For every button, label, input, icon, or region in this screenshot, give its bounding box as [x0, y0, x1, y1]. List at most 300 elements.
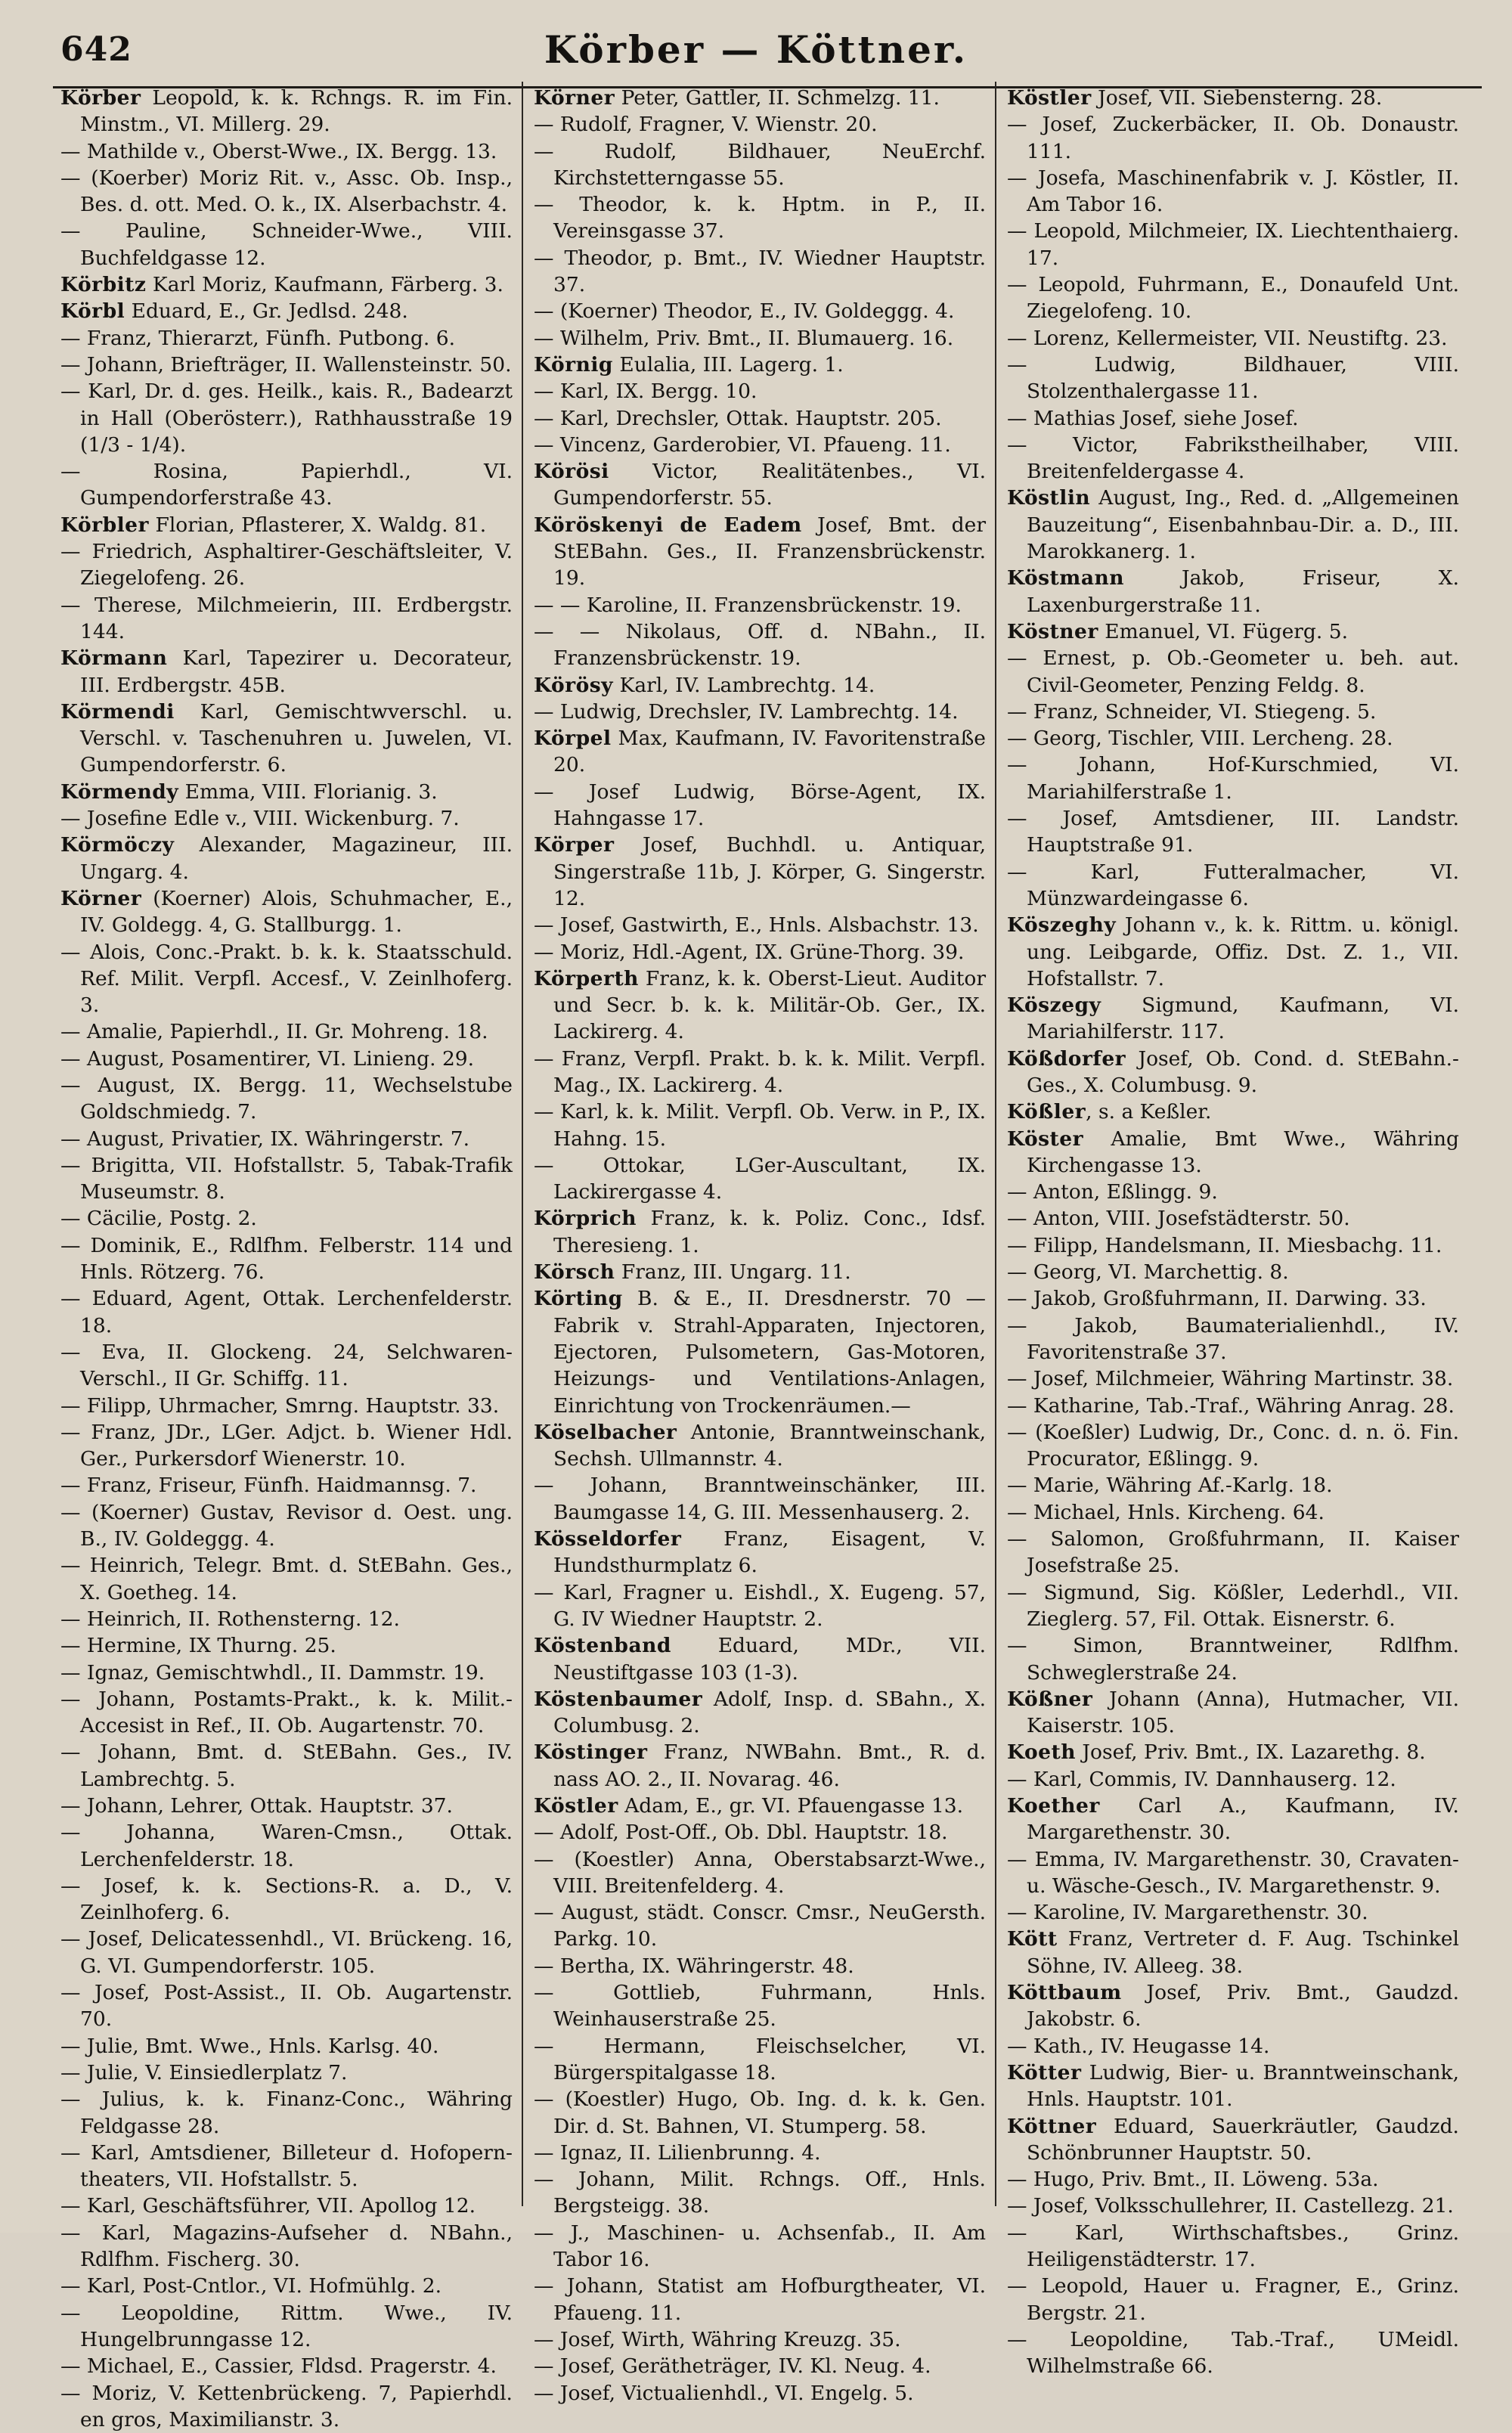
directory-entry	[534, 1205, 986, 1259]
directory-entry	[60, 2060, 513, 2086]
directory-entry	[60, 1126, 513, 1152]
entry-text: Karl Moriz, Kaufmann, Färberg. 3.	[146, 273, 503, 297]
column-1	[60, 85, 513, 2431]
entry-text: — Adolf, Post-Off., Ob. Dbl. Hauptstr. 18.	[534, 1821, 948, 1845]
directory-entry	[60, 939, 513, 1019]
entry-text: — Moriz, V. Kettenbrückeng. 7, Papierhdl. en gros, Maximilianstr. 3.	[60, 2381, 513, 2431]
entry-text: — Therese, Milchmeierin, III. Erdbergstr. 144.	[60, 593, 513, 643]
entry-surname: Körpel	[534, 727, 612, 751]
entry-text: — Amalie, Papierhdl., II. Gr. Mohreng. 18.	[60, 1020, 488, 1044]
entry-text: Florian, Pflasterer, X. Waldg. 81.	[149, 513, 487, 537]
directory-entry	[534, 779, 986, 832]
directory-entry	[1007, 618, 1459, 645]
directory-entry	[534, 2380, 986, 2407]
entry-text: Josef, Ob. Cond. d. StEBahn.-Ges., X. Columbusg. 9.	[1027, 1046, 1459, 1097]
directory-entry	[1007, 1232, 1459, 1259]
entry-surname: Körting	[534, 1287, 623, 1311]
entry-text: — Anton, Eßlingg. 9.	[1007, 1180, 1218, 1204]
entry-text: Victor, Realitätenbes., VI. Gumpendorferstr. 55.	[553, 460, 986, 510]
entry-text: — Josef, Gastwirth, E., Hnls. Alsbachstr. 13.	[534, 913, 979, 938]
directory-entry	[534, 2166, 986, 2220]
directory-entry	[1007, 1419, 1459, 1473]
entry-text: — (Koerner) Theodor, E., IV. Goldeggg. 4.	[534, 299, 955, 324]
entry-text: — — Nikolaus, Off. d. NBahn., II. Franzensbrückenstr. 19.	[534, 619, 986, 671]
directory-entry	[60, 885, 513, 939]
directory-entry	[534, 2140, 986, 2166]
directory-entry	[60, 1660, 513, 1686]
directory-entry	[1007, 2033, 1459, 2060]
entry-text: (Koerner) Alois, Schuhmacher, E., IV. Goldegg. 4, G. Stallburgg. 1.	[80, 886, 513, 938]
entry-text: — Franz, Friseur, Fünfh. Haidmannsg. 7.	[60, 1474, 477, 1498]
entry-text: — Jakob, Großfuhrmann, II. Darwing. 33.	[1007, 1287, 1427, 1311]
directory-entry	[60, 538, 513, 592]
directory-entry	[1007, 699, 1459, 725]
directory-entry	[1007, 1205, 1459, 1232]
entry-surname: Körösy	[534, 673, 614, 697]
entry-text: Eulalia, III. Lagerg. 1.	[612, 352, 844, 377]
entry-text: — Ottokar, LGer-Auscultant, IX. Lackirergasse 4.	[534, 1153, 986, 1204]
entry-surname: Köttbaum	[1007, 1981, 1122, 2005]
directory-entry	[1007, 1046, 1459, 1099]
directory-entry	[1007, 1365, 1459, 1392]
directory-entry	[60, 165, 513, 219]
directory-entry	[534, 1846, 986, 1900]
directory-entry	[60, 378, 513, 458]
entry-text: — Hugo, Priv. Bmt., II. Löweng. 53a.	[1007, 2168, 1379, 2192]
directory-entry	[60, 1979, 513, 2033]
entry-text: — (Koerner) Gustav, Revisor d. Oest. ung. B., IV. Goldeggg. 4.	[60, 1500, 513, 1551]
entry-text: — Marie, Währing Af.-Karlg. 18.	[1007, 1474, 1333, 1498]
directory-entry	[534, 618, 986, 672]
entry-surname: Kößdorfer	[1007, 1046, 1126, 1071]
entry-surname: Kößler	[1007, 1100, 1086, 1124]
entry-text: — Salomon, Großfuhrmann, II. Kaiser Josefstraße 25.	[1007, 1527, 1459, 1578]
entry-surname: Kösseldorfer	[534, 1527, 682, 1551]
directory-entry	[60, 512, 513, 538]
entry-text: Adolf, Insp. d. SBahn., X. Columbusg. 2.	[553, 1687, 986, 1738]
entry-text: Franz, NWBahn. Bmt., R. d. nass AO. 2., II. Novarag. 46.	[553, 1740, 986, 1791]
entry-text: — Cäcilie, Postg. 2.	[60, 1207, 257, 1231]
entry-text: — Karl, Amtsdiener, Billeteur d. Hofopern-theaters, VII. Hofstallstr. 5.	[60, 2140, 513, 2192]
entry-text: — Eva, II. Glockeng. 24, Selchwaren-Verschl., II Gr. Schiffg. 11.	[60, 1340, 513, 1391]
entry-surname: Körmann	[60, 646, 168, 671]
directory-entry	[60, 2140, 513, 2193]
directory-entry	[534, 1259, 986, 1285]
entry-surname: Köröskenyi de Eadem	[534, 513, 802, 537]
directory-entry	[534, 512, 986, 592]
entry-text: — Emma, IV. Margarethenstr. 30, Cravaten- u. Wäsche-Gesch., IV. Margarethenstr. 9.	[1007, 1847, 1459, 1898]
directory-entry	[1007, 85, 1459, 111]
entry-surname: Köstmann	[1007, 566, 1125, 590]
entry-text: — Josef, Post-Assist., II. Ob. Augartenstr. 70.	[60, 1981, 513, 2032]
directory-entry	[534, 2033, 986, 2087]
directory-entry	[60, 1686, 513, 1740]
directory-entry	[60, 2220, 513, 2273]
entry-text: — Anton, VIII. Josefstädterstr. 50.	[1007, 1207, 1350, 1231]
running-head: Körber — Köttner.	[544, 27, 968, 72]
directory-entry	[1007, 1579, 1459, 1633]
entry-text: — August, Posamentirer, VI. Linieng. 29.	[60, 1046, 475, 1071]
directory-entry	[534, 1419, 986, 1473]
entry-text: Franz, III. Ungarg. 11.	[615, 1260, 851, 1285]
directory-entry	[1007, 645, 1459, 699]
directory-entry	[534, 432, 986, 458]
directory-entry	[1007, 1126, 1459, 1179]
entry-text: — Friedrich, Asphaltirer-Geschäftsleiter, V. Ziegelofeng. 26.	[60, 540, 513, 590]
directory-entry	[1007, 805, 1459, 859]
directory-entry	[534, 1046, 986, 1099]
entry-text: — Josefine Edle v., VIII. Wickenburg. 7.	[60, 807, 460, 831]
entry-text: — Katharine, Tab.-Traf., Währing Anrag. 28.	[1007, 1393, 1455, 1418]
entry-text: Karl, Gemischtwverschl. u. Verschl. v. Taschenuhren u. Juwelen, VI. Gumpendorferstr. 6.	[80, 699, 513, 777]
entry-text: Johann v., k. k. Rittm. u. königl. ung. Leibgarde, Offiz. Dst. Z. 1., VII. Hofstallstr. 7.	[1027, 913, 1459, 990]
entry-surname: Körmöczy	[60, 833, 175, 857]
directory-entry	[1007, 1766, 1459, 1793]
entry-text: — Josef, Milchmeier, Währing Martinstr. 38.	[1007, 1367, 1454, 1391]
entry-surname: Körösi	[534, 460, 609, 484]
entry-surname: Köstler	[534, 1794, 618, 1818]
directory-entry	[60, 218, 513, 271]
entry-text: — Michael, E., Cassier, Fldsd. Pragerstr. 4.	[60, 2354, 497, 2379]
directory-entry	[534, 1979, 986, 2033]
directory-entry	[534, 111, 986, 138]
entry-text: Franz, Eisagent, V. Hundsthurmplatz 6.	[553, 1527, 986, 1578]
entry-text: — Dominik, E., Rdlfhm. Felberstr. 114 und Hnls. Rötzerg. 76.	[60, 1233, 513, 1285]
directory-entry	[1007, 1313, 1459, 1366]
directory-entry	[534, 672, 986, 699]
directory-entry	[60, 325, 513, 352]
directory-entry	[60, 1205, 513, 1232]
entry-text: — Johann, Branntweinschänker, III. Baumgasse 14, G. III. Messenhauserg. 2.	[534, 1474, 986, 1524]
entry-text: — (Koerber) Moriz Rit. v., Assc. Ob. Insp., Bes. d. ott. Med. O. k., IX. Alserbachstr. 4.	[60, 166, 513, 217]
entry-text: Eduard, Sauerkräutler, Gaudzd. Schönbrunner Hauptstr. 50.	[1027, 2114, 1459, 2165]
directory-entry	[1007, 405, 1459, 432]
entry-text: Josef, Priv. Bmt., IX. Lazarethg. 8.	[1076, 1740, 1426, 1765]
directory-entry	[60, 1072, 513, 1126]
entry-text: — Filipp, Handelsmann, II. Miesbachg. 11.	[1007, 1233, 1442, 1257]
entry-surname: Körber	[60, 86, 141, 110]
entry-text: Antonie, Branntweinschank, Sechsh. Ullmannstr. 4.	[553, 1420, 986, 1471]
page-header	[0, 14, 1512, 89]
directory-entry	[60, 832, 513, 885]
entry-text: — Karl, Magazins-Aufseher d. NBahn., Rdlfhm. Fischerg. 30.	[60, 2221, 513, 2272]
directory-entry	[1007, 1739, 1459, 1765]
entry-text: — Karl, Drechsler, Ottak. Hauptstr. 205.	[534, 406, 942, 430]
directory-entry	[1007, 752, 1459, 805]
entry-text: — Theodor, p. Bmt., IV. Wiedner Hauptstr. 37.	[534, 246, 986, 297]
entry-text: Emma, VIII. Florianig. 3.	[178, 779, 438, 804]
entry-surname: Köstler	[1007, 86, 1092, 110]
directory-entry	[534, 352, 986, 378]
directory-entry	[1007, 1979, 1459, 2033]
directory-entry	[534, 191, 986, 245]
entry-surname: Körnig	[534, 352, 613, 377]
directory-entry	[1007, 2220, 1459, 2273]
directory-entry	[534, 1899, 986, 1953]
directory-entry	[534, 405, 986, 432]
entry-text: — Georg, VI. Marchettig. 8.	[1007, 1260, 1289, 1285]
directory-entry	[1007, 218, 1459, 271]
entry-surname: Körper	[534, 833, 615, 857]
entry-text: — August, Privatier, IX. Währingerstr. 7.	[60, 1127, 470, 1151]
column-divider	[522, 82, 523, 2206]
entry-text: Franz, k. k. Oberst-Lieut. Auditor und Secr. b. k. k. Militär-Ob. Ger., IX. Lackirerg. 4.	[553, 966, 986, 1044]
entry-text: — Heinrich, Telegr. Bmt. d. StEBahn. Ges., X. Goetheg. 14.	[60, 1554, 513, 1604]
entry-text: Amalie, Bmt Wwe., Währing Kirchengasse 13.	[1027, 1127, 1459, 1177]
entry-text: — J., Maschinen- u. Achsenfab., II. Am Tabor 16.	[534, 2221, 986, 2272]
entry-text: — Georg, Tischler, VIII. Lercheng. 28.	[1007, 727, 1393, 751]
entry-text: — Franz, Schneider, VI. Stiegeng. 5.	[1007, 699, 1377, 724]
entry-text: Eduard, MDr., VII. Neustiftgasse 103 (1-3).	[553, 1634, 986, 1685]
directory-entry	[1007, 1526, 1459, 1579]
directory-entry	[1007, 1099, 1459, 1125]
directory-entry	[1007, 2273, 1459, 2326]
directory-entry	[60, 2033, 513, 2060]
entry-surname: Köster	[1007, 1127, 1084, 1151]
directory-entry	[60, 645, 513, 699]
entry-text: — August, städt. Conscr. Cmsr., NeuGersth. Parkg. 10.	[534, 1901, 986, 1951]
entry-text: Josef, Bmt. der StEBahn. Ges., II. Franzensbrückenstr. 19.	[553, 513, 986, 590]
directory-entry	[60, 592, 513, 646]
columns	[53, 79, 1489, 2431]
directory-entry	[534, 1579, 986, 1633]
entry-text: Karl, IV. Lambrechtg. 14.	[613, 673, 875, 697]
entry-text: — Karoline, IV. Margarethenstr. 30.	[1007, 1901, 1368, 1925]
directory-entry	[534, 592, 986, 618]
directory-entry	[1007, 352, 1459, 405]
directory-entry	[60, 2353, 513, 2379]
entry-text: — Josef, Victualienhdl., VI. Engelg. 5.	[534, 2381, 914, 2405]
directory-entry	[534, 1099, 986, 1152]
directory-entry	[60, 805, 513, 832]
entry-text: Leopold, k. k. Rchngs. R. im Fin. Minstm., VI. Millerg. 29.	[80, 86, 513, 137]
entry-text: — Michael, Hnls. Kircheng. 64.	[1007, 1500, 1325, 1524]
entry-text: — Julie, Bmt. Wwe., Hnls. Karlsg. 40.	[60, 2034, 439, 2058]
directory-entry	[60, 1339, 513, 1393]
entry-text: — August, IX. Bergg. 11, Wechselstube Goldschmiedg. 7.	[60, 1073, 513, 1124]
entry-text: — Josef, Gerätheträger, IV. Kl. Neug. 4.	[534, 2354, 931, 2379]
directory-entry	[60, 2300, 513, 2354]
entry-text: — Rudolf, Bildhauer, NeuErchf. Kirchstetterngasse 55.	[534, 139, 986, 190]
directory-entry	[534, 138, 986, 192]
entry-text: — Johann, Lehrer, Ottak. Hauptstr. 37.	[60, 1794, 453, 1818]
directory-entry	[534, 2220, 986, 2273]
entry-text: — Franz, Thierarzt, Fünfh. Putbong. 6.	[60, 326, 456, 350]
directory-entry	[60, 138, 513, 165]
directory-entry	[60, 458, 513, 512]
entry-text: — Hermann, Fleischselcher, VI. Bürgerspitalgasse 18.	[534, 2034, 986, 2084]
directory-entry	[1007, 565, 1459, 618]
directory-entry	[60, 85, 513, 138]
entry-text: Alexander, Magazineur, III. Ungarg. 4.	[80, 833, 513, 884]
entry-text: Eduard, E., Gr. Jedlsd. 248.	[125, 299, 408, 324]
entry-text: Josef, Buchhdl. u. Antiquar, Singerstraße 11b, J. Körper, G. Singerstr. 12.	[553, 833, 986, 910]
entry-text: Emanuel, VI. Fügerg. 5.	[1098, 619, 1349, 643]
directory-entry	[534, 912, 986, 938]
entry-text: — Theodor, k. k. Hptm. in P., II. Vereinsgasse 37.	[534, 193, 986, 243]
entry-surname: Körmendy	[60, 779, 179, 804]
directory-entry	[60, 1499, 513, 1553]
entry-text: — Filipp, Uhrmacher, Smrng. Hauptstr. 33.	[60, 1393, 500, 1418]
entry-text: — Ludwig, Bildhauer, VIII. Stolzenthalergasse 11.	[1007, 352, 1459, 404]
entry-text: — Leopold, Fuhrmann, E., Donaufeld Unt. Ziegelofeng. 10.	[1007, 273, 1459, 324]
directory-entry	[60, 298, 513, 324]
entry-text: — (Koestler) Anna, Oberstabsarzt-Wwe., VIII. Breitenfelderg. 4.	[534, 1847, 986, 1898]
entry-text: — Karl, IX. Bergg. 10.	[534, 380, 758, 404]
entry-text: — Ignaz, II. Lilienbrunng. 4.	[534, 2140, 821, 2165]
entry-text: — Johann, Briefträger, II. Wallensteinstr. 50.	[60, 352, 512, 377]
directory-entry	[534, 832, 986, 912]
entry-surname: Körbl	[60, 299, 125, 324]
column-2	[534, 85, 986, 2405]
entry-text: — Kath., IV. Heugasse 14.	[1007, 2034, 1270, 2058]
entry-text: — Ernest, p. Ob.-Geometer u. beh. aut. Civil-Geometer, Penzing Feldg. 8.	[1007, 646, 1459, 697]
entry-text: — Franz, Verpfl. Prakt. b. k. k. Milit. Verpfl. Mag., IX. Lackirerg. 4.	[534, 1046, 986, 1097]
directory-entry	[1007, 1686, 1459, 1740]
directory-entry	[534, 939, 986, 965]
directory-entry	[534, 1526, 986, 1579]
entry-text: — Mathias Josef, siehe Josef.	[1007, 406, 1299, 430]
directory-entry	[1007, 1393, 1459, 1419]
entry-text: Josef, VII. Siebensterng. 28.	[1091, 86, 1383, 110]
directory-entry	[60, 2193, 513, 2219]
entry-surname: Köszegy	[1007, 993, 1101, 1018]
directory-entry	[534, 245, 986, 299]
entry-text: — Wilhelm, Priv. Bmt., II. Blumauerg. 16.	[534, 326, 954, 350]
directory-entry	[1007, 2166, 1459, 2193]
directory-entry	[1007, 912, 1459, 992]
directory-entry	[534, 2086, 986, 2140]
entry-text: — Hermine, IX Thurng. 25.	[60, 1634, 336, 1658]
directory-entry	[534, 378, 986, 404]
directory-entry	[534, 1739, 986, 1793]
directory-entry	[60, 1419, 513, 1473]
directory-entry	[60, 1472, 513, 1499]
entry-text: — Eduard, Agent, Ottak. Lerchenfelderstr. 18.	[60, 1287, 513, 1337]
directory-entry	[60, 352, 513, 378]
directory-entry	[534, 2353, 986, 2379]
entry-surname: Körbler	[60, 513, 150, 537]
directory-entry	[1007, 1899, 1459, 1926]
directory-entry	[60, 1606, 513, 1632]
directory-entry	[534, 1953, 986, 1979]
entry-text: — Johann, Hof-Kurschmied, VI. Mariahilferstraße 1.	[1007, 753, 1459, 804]
column-divider	[995, 82, 996, 2206]
entry-text: — Josef, Amtsdiener, III. Landstr. Hauptstraße 91.	[1007, 807, 1459, 857]
directory-entry	[534, 458, 986, 512]
entry-text: Ludwig, Bier- u. Branntweinschank, Hnls. Hauptstr. 101.	[1027, 2060, 1459, 2112]
entry-surname: Körmendi	[60, 699, 175, 724]
directory-entry	[534, 1819, 986, 1846]
directory-entry	[534, 298, 986, 324]
entry-text: Sigmund, Kaufmann, VI. Mariahilferstr. 117.	[1027, 993, 1459, 1044]
directory-entry	[60, 1152, 513, 1206]
directory-entry	[60, 1632, 513, 1659]
entry-surname: Kött	[1007, 1927, 1058, 1951]
entry-text: — Leopoldine, Tab.-Traf., UMeidl. Wilhelmstraße 66.	[1007, 2327, 1459, 2379]
entry-text: — Johann, Milit. Rchngs. Off., Hnls. Bergsteigg. 38.	[534, 2168, 986, 2218]
entry-surname: Körsch	[534, 1260, 615, 1285]
entry-text: — Alois, Conc.-Prakt. b. k. k. Staatsschuld. Ref. Milit. Verpfl. Accesf., V. Zeinlhoferg. 3.	[60, 940, 513, 1018]
entry-text: Max, Kaufmann, IV. Favoritenstraße 20.	[553, 727, 986, 777]
entry-surname: Köstlin	[1007, 486, 1091, 510]
directory-entry	[1007, 2113, 1459, 2167]
entry-text: — Karl, k. k. Milit. Verpfl. Ob. Verw. in P., IX. Hahng. 15.	[534, 1100, 986, 1151]
directory-entry	[1007, 1926, 1459, 1979]
directory-entry	[60, 1819, 513, 1873]
entry-text: — Sigmund, Sig. Kößler, Lederhdl., VII. Zieglerg. 57, Fil. Ottak. Eisnerstr. 6.	[1007, 1580, 1459, 1631]
directory-entry	[534, 2326, 986, 2353]
directory-entry	[1007, 325, 1459, 352]
directory-entry	[60, 779, 513, 805]
entry-text: Adam, E., gr. VI. Pfauengasse 13.	[618, 1794, 964, 1818]
entry-surname: Köselbacher	[534, 1420, 677, 1444]
directory-entry	[534, 699, 986, 725]
column-3	[1007, 85, 1459, 2379]
entry-text: — Johanna, Waren-Cmsn., Ottak. Lerchenfelderstr. 18.	[60, 1821, 513, 1871]
directory-entry	[534, 965, 986, 1046]
entry-text: — Ignaz, Gemischtwhdl., II. Dammstr. 19.	[60, 1660, 485, 1685]
entry-surname: Körperth	[534, 966, 639, 990]
entry-text: — Rudolf, Fragner, V. Wienstr. 20.	[534, 113, 878, 137]
entry-text: — (Koeßler) Ludwig, Dr., Conc. d. n. ö. Fin. Procurator, Eßlingg. 9.	[1007, 1420, 1459, 1471]
directory-entry	[1007, 1285, 1459, 1312]
directory-entry	[60, 1926, 513, 1979]
entry-text: — Bertha, IX. Währingerstr. 48.	[534, 1954, 854, 1978]
directory-entry	[534, 2273, 986, 2326]
entry-text: — Josef, Wirth, Währing Kreuzg. 35.	[534, 2327, 901, 2351]
directory-entry	[60, 1285, 513, 1339]
directory-entry	[60, 2086, 513, 2140]
directory-entry	[1007, 111, 1459, 165]
directory-entry	[60, 1873, 513, 1926]
directory-entry	[60, 1793, 513, 1819]
entry-text: — Jakob, Baumaterialienhdl., IV. Favoritenstraße 37.	[1007, 1313, 1459, 1364]
entry-text: — Karl, Dr. d. ges. Heilk., kais. R., Badearzt in Hall (Oberösterr.), Rathhausstraße 19 (1/3 - 1/4).	[60, 380, 513, 457]
directory-entry	[60, 1739, 513, 1793]
directory-entry	[1007, 1499, 1459, 1526]
directory-entry	[534, 325, 986, 352]
entry-text: — — Karoline, II. Franzensbrückenstr. 19.	[534, 593, 962, 617]
directory-entry	[534, 1632, 986, 1686]
directory-entry	[1007, 1846, 1459, 1900]
entry-surname: Köstner	[1007, 619, 1098, 643]
entry-text: — Vincenz, Garderobier, VI. Pfaueng. 11.	[534, 432, 951, 457]
directory-entry	[60, 2380, 513, 2433]
entry-surname: Koether	[1007, 1794, 1100, 1818]
page-number: 642	[60, 30, 132, 69]
entry-text: — Simon, Branntweiner, Rdlfhm. Schweglerstraße 24.	[1007, 1634, 1459, 1685]
entry-text: — Josef Ludwig, Börse-Agent, IX. Hahngasse 17.	[534, 779, 986, 831]
directory-entry	[60, 1393, 513, 1419]
entry-text: Franz, Vertreter d. F. Aug. Tschinkel Söhne, IV. Alleeg. 38.	[1027, 1927, 1459, 1978]
directory-entry	[534, 85, 986, 111]
entry-text: — Victor, Fabrikstheilhaber, VIII. Breitenfeldergasse 4.	[1007, 432, 1459, 484]
entry-text: — Josef, Zuckerbäcker, II. Ob. Donaustr. 111.	[1007, 113, 1459, 163]
entry-surname: Körner	[60, 886, 142, 910]
entry-text: — Mathilde v., Oberst-Wwe., IX. Bergg. 13.	[60, 139, 497, 163]
directory-entry	[1007, 1259, 1459, 1285]
entry-text: — Julius, k. k. Finanz-Conc., Währing Feldgasse 28.	[60, 2087, 513, 2138]
entry-text: — Karl, Commis, IV. Dannhauserg. 12.	[1007, 1767, 1396, 1791]
directory-entry	[1007, 485, 1459, 565]
entry-surname: Körner	[534, 86, 615, 110]
directory-entry	[1007, 1632, 1459, 1686]
entry-text: Josef, Priv. Bmt., Gaudzd. Jakobstr. 6.	[1027, 1981, 1459, 2032]
entry-surname: Koeth	[1007, 1740, 1076, 1765]
directory-entry	[60, 2273, 513, 2299]
directory-entry	[1007, 992, 1459, 1046]
